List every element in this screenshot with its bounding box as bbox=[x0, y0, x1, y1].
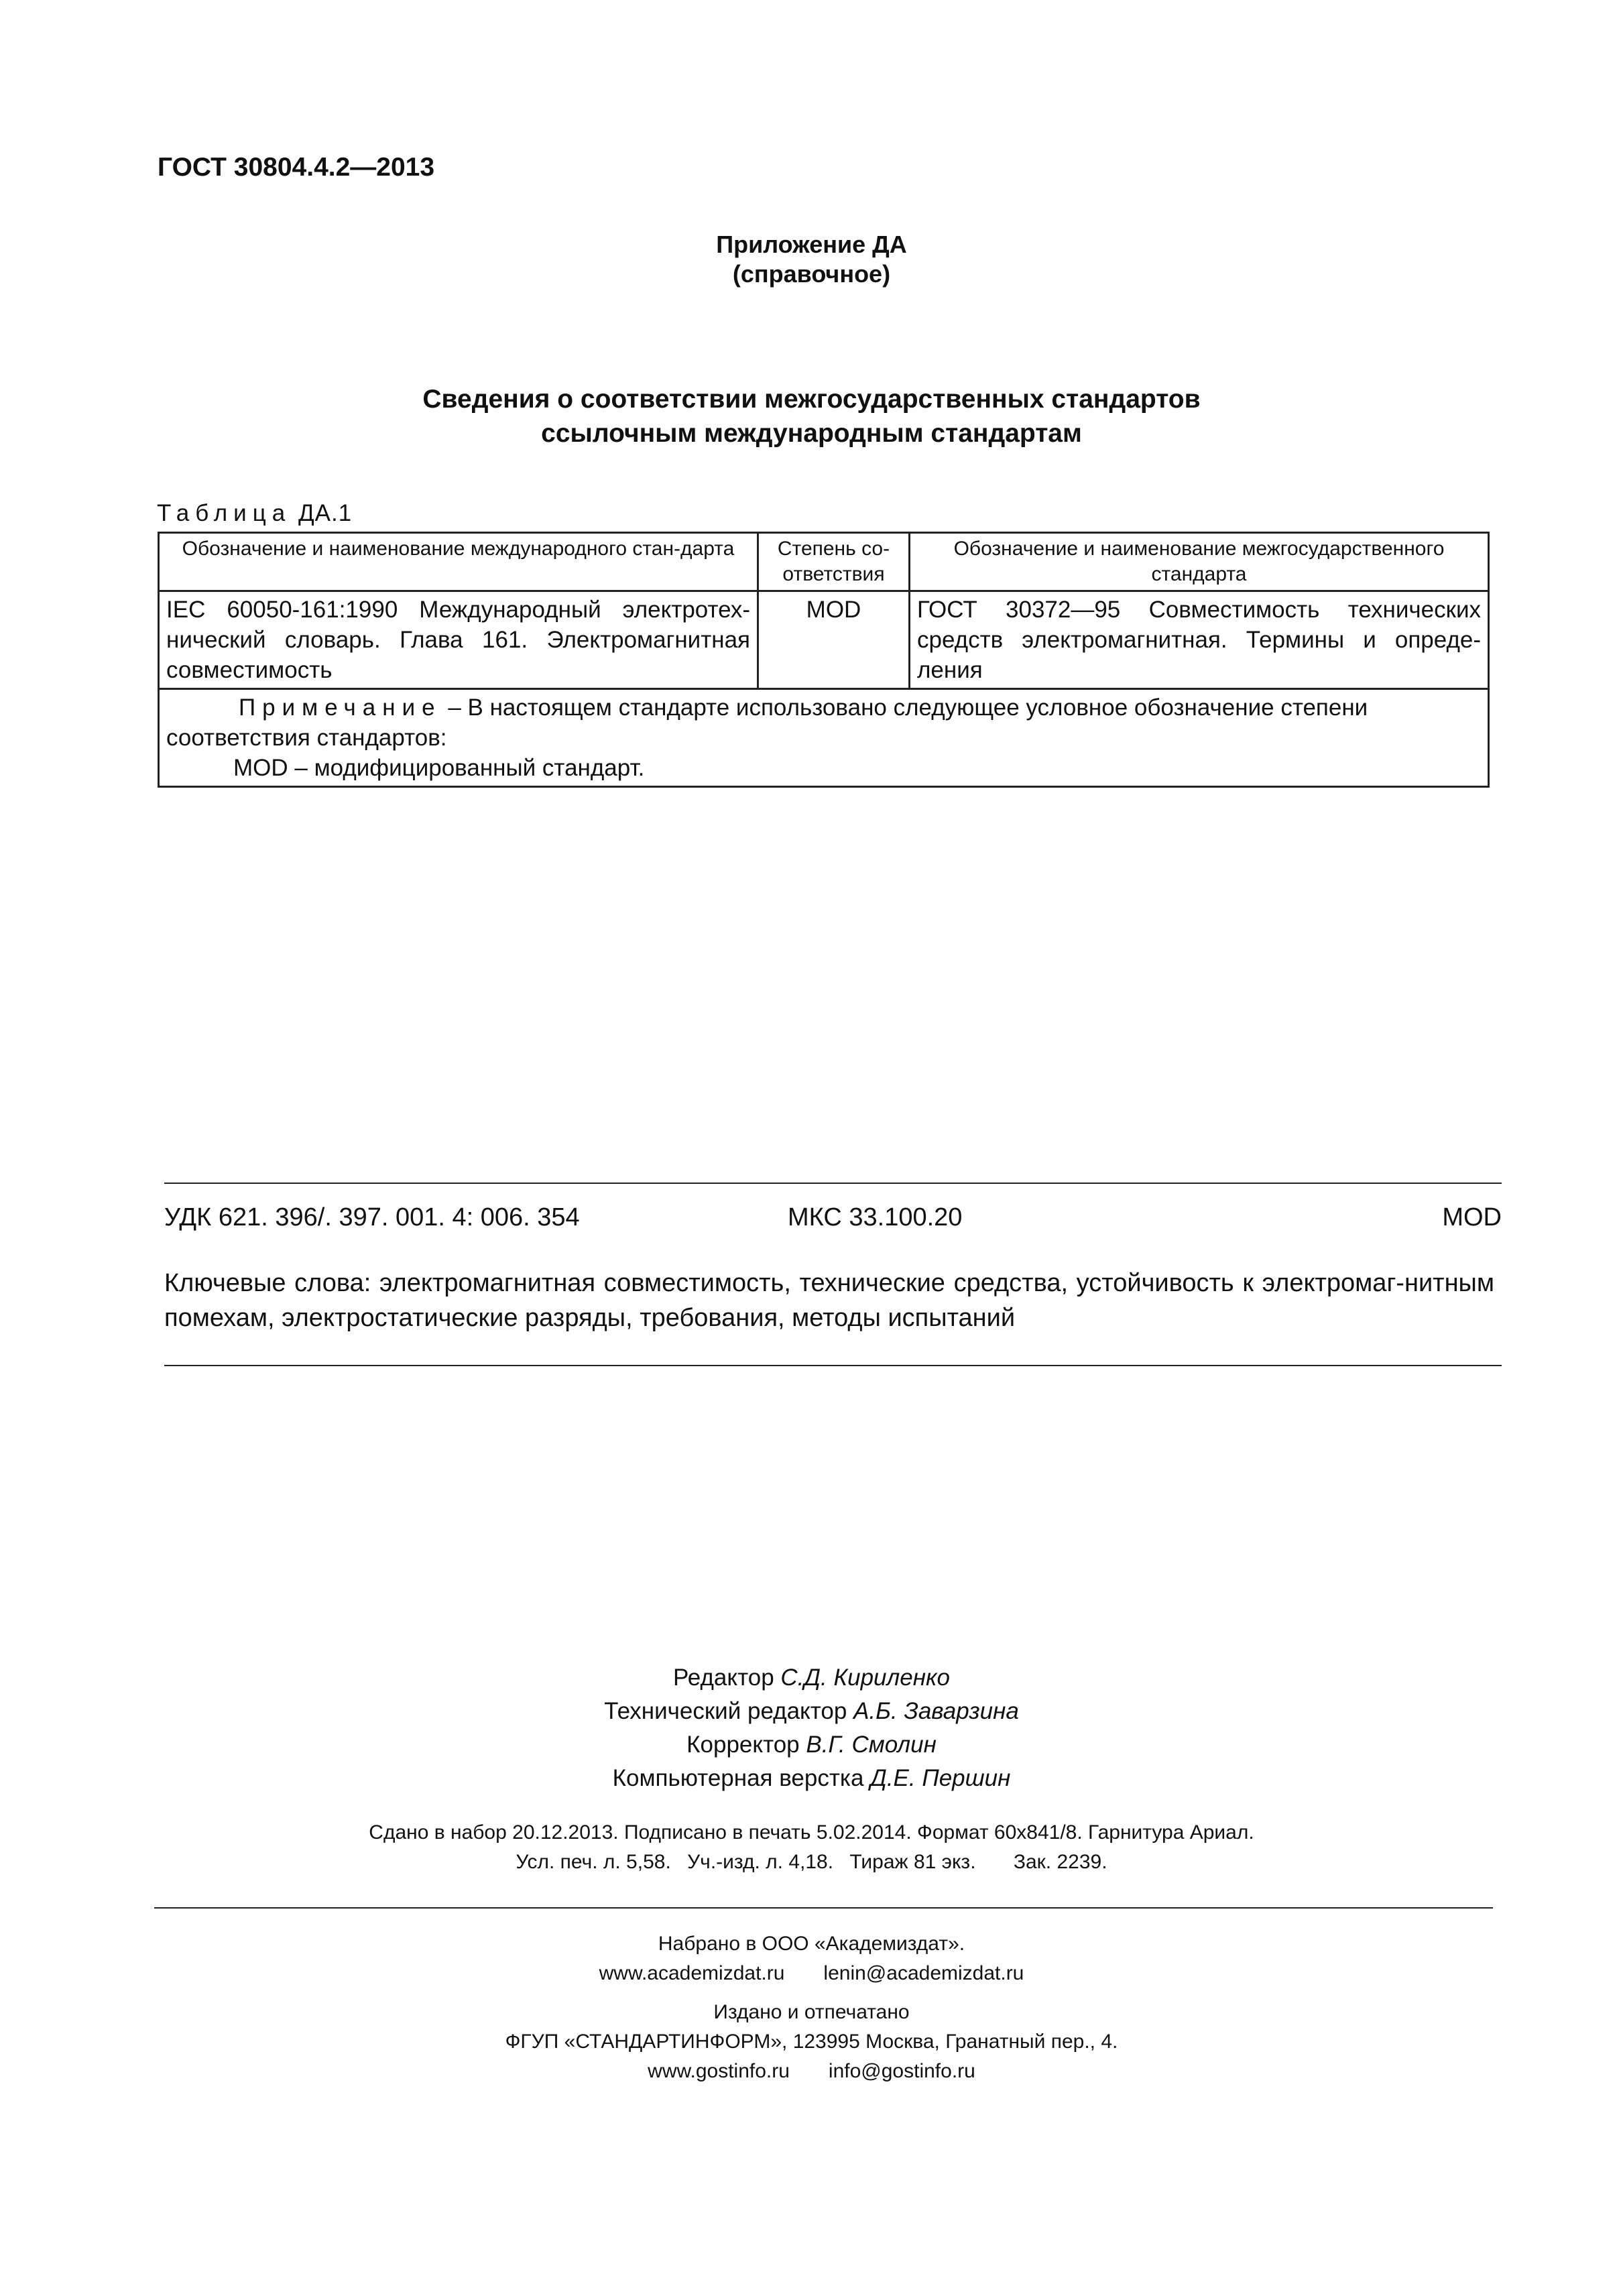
credit-role: Корректор bbox=[686, 1732, 800, 1758]
credit-name: В.Г. Смолин bbox=[806, 1732, 937, 1758]
credits bbox=[0, 1661, 1623, 1795]
annex-label: Приложение ДА bbox=[716, 231, 907, 258]
table-caption-word: Таблица bbox=[157, 500, 292, 526]
divider-top bbox=[164, 1183, 1502, 1184]
cell-international-standard: IEC 60050-161:1990 Международный электротех-нический словарь. Глава 161. Электромагнитная совместимость bbox=[159, 591, 758, 689]
header-interstate-standard: Обозначение и наименование межгосударственного стандарта bbox=[910, 533, 1489, 591]
header-international-standard: Обозначение и наименование международного стан-дарта bbox=[159, 533, 758, 591]
note-label: Примечание bbox=[239, 694, 442, 721]
printed-label: Издано и отпечатано bbox=[713, 2001, 910, 2023]
print-info-line-1: Сдано в набор 20.12.2013. Подписано в печать 5.02.2014. Формат 60х841/8. Гарнитура Ариал. bbox=[369, 1821, 1254, 1844]
credit-role: Компьютерная верстка bbox=[612, 1765, 864, 1791]
document-id: ГОСТ 30804.4.2—2013 bbox=[158, 153, 435, 182]
print-info bbox=[0, 1818, 1623, 1877]
table-caption-number: ДА.1 bbox=[298, 500, 353, 526]
annex-title-line-1: Сведения о соответствии межгосударственных стандартов bbox=[422, 385, 1201, 414]
credit-role: Редактор bbox=[673, 1665, 774, 1691]
print-order: Зак. 2239. bbox=[1013, 1851, 1107, 1873]
mks-code: МКС 33.100.20 bbox=[788, 1203, 963, 1231]
typeset-site-link[interactable]: www.academizdat.ru bbox=[599, 1962, 785, 1984]
cell-degree: MOD bbox=[758, 591, 910, 689]
credit-line bbox=[0, 1728, 1623, 1762]
keywords: Ключевые слова: электромагнитная совместимость, технические средства, устойчивость к электромаг-нитным помехам, электростатические разряды, требования, методы испытаний bbox=[164, 1269, 1494, 1332]
credit-line bbox=[0, 1661, 1623, 1695]
print-sheets: Усл. печ. л. 5,58. bbox=[516, 1851, 671, 1873]
cell-interstate-standard: ГОСТ 30372—95 Совместимость технических средств электромагнитная. Термины и опреде-ления bbox=[910, 591, 1489, 689]
typeset-contacts bbox=[0, 1959, 1623, 1988]
annex-title-line-2: ссылочным международным стандартам bbox=[541, 419, 1082, 448]
printed-email-link[interactable]: info@gostinfo.ru bbox=[828, 2060, 975, 2082]
table-note bbox=[159, 689, 1489, 787]
note-paragraph bbox=[166, 692, 1481, 753]
table-row bbox=[159, 591, 1489, 689]
credit-line bbox=[0, 1762, 1623, 1795]
header-degree-of-conformity: Степень со-ответствия bbox=[758, 533, 910, 591]
divider-imprint bbox=[154, 1907, 1493, 1909]
annex-status: (справочное) bbox=[732, 260, 891, 288]
udc-code: УДК 621. 396/. 397. 001. 4: 006. 354 bbox=[164, 1203, 580, 1231]
print-edition-sheets: Уч.-изд. л. 4,18. bbox=[687, 1851, 834, 1873]
typeset-email-link[interactable]: lenin@academizdat.ru bbox=[823, 1962, 1024, 1984]
print-circulation: Тираж 81 экз. bbox=[849, 1851, 976, 1873]
note-text: – В настоящем стандарте использовано следующее условное обозначение степени соответствия стандартов: bbox=[166, 694, 1368, 751]
table-caption bbox=[157, 500, 352, 527]
credit-name: А.Б. Заварзина bbox=[853, 1698, 1019, 1724]
annex-heading bbox=[0, 230, 1623, 289]
table-note-row bbox=[159, 689, 1489, 787]
correspondence-table bbox=[158, 532, 1490, 788]
conformity-degree: MOD bbox=[1442, 1203, 1502, 1231]
credit-name: С.Д. Кириленко bbox=[780, 1665, 950, 1691]
annex-title bbox=[0, 382, 1623, 450]
table-header-row bbox=[159, 533, 1489, 591]
print-info-line-2 bbox=[0, 1848, 1623, 1877]
printed-by: ФГУП «СТАНДАРТИНФОРМ», 123995 Москва, Гранатный пер., 4. bbox=[505, 2031, 1118, 2053]
divider-bottom bbox=[164, 1365, 1502, 1366]
printed-site-link[interactable]: www.gostinfo.ru bbox=[648, 2060, 790, 2082]
typeset-by: Набрано в ООО «Академиздат». bbox=[658, 1933, 965, 1955]
publisher-info bbox=[0, 1929, 1623, 2086]
printed-contacts bbox=[0, 2057, 1623, 2086]
credit-name: Д.Е. Першин bbox=[870, 1765, 1011, 1791]
credit-role: Технический редактор bbox=[604, 1698, 847, 1724]
credit-line bbox=[0, 1695, 1623, 1728]
note-mod-line: MOD – модифицированный стандарт. bbox=[233, 755, 645, 781]
